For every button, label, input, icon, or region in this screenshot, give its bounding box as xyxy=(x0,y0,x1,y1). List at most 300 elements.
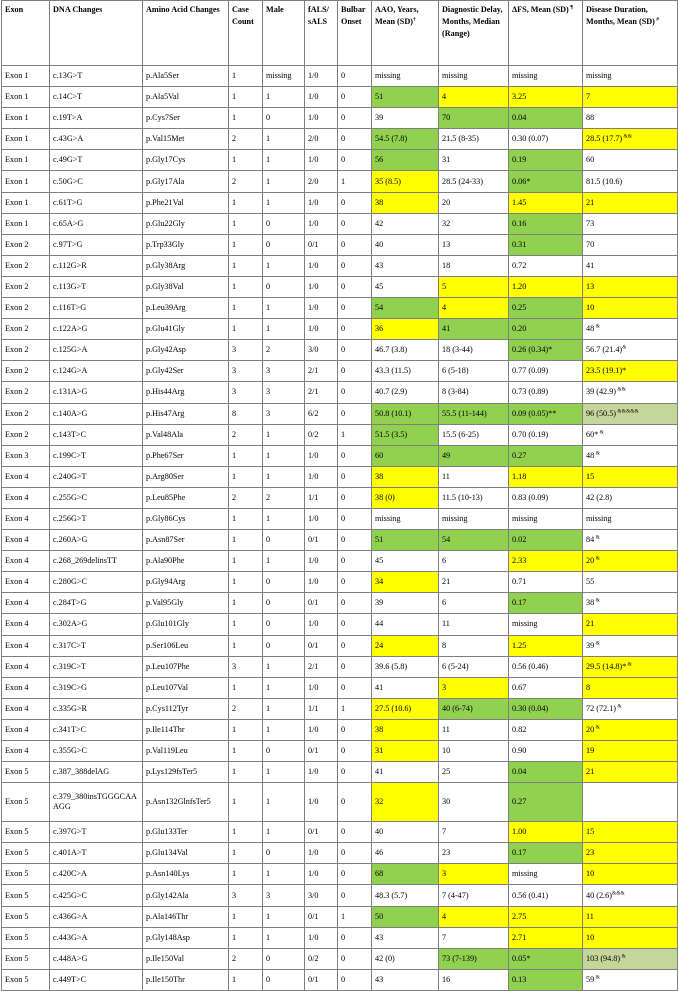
case-count-cell xyxy=(229,969,263,990)
case-count-cell-value: 1 xyxy=(232,598,237,608)
bulbar-onset-cell xyxy=(338,213,372,234)
table-row xyxy=(2,635,678,656)
table-row xyxy=(2,572,678,593)
male-cell xyxy=(263,864,305,885)
bulbar-onset-cell-value: 0 xyxy=(341,155,346,165)
dna-change-cell-value: c.14C>T xyxy=(53,92,82,102)
male-cell xyxy=(263,677,305,698)
bulbar-onset-cell-value: 0 xyxy=(341,577,346,587)
aao-cell xyxy=(372,66,439,87)
fals-sals-cell xyxy=(305,508,338,529)
amino-acid-cell-value: p.Val119Leu xyxy=(146,746,188,756)
amino-acid-cell xyxy=(143,969,229,990)
delta-fs-cell-value: missing xyxy=(512,71,538,81)
significance-mark: & xyxy=(598,428,604,435)
dna-change-cell xyxy=(50,843,143,864)
aao-cell xyxy=(372,969,439,990)
amino-acid-cell-value: p.Leu85Phe xyxy=(146,492,186,502)
dna-change-cell-value: c.131A>G xyxy=(53,387,88,397)
male-cell xyxy=(263,319,305,340)
diagnostic-delay-cell-value: 6 xyxy=(442,598,447,608)
case-count-cell xyxy=(229,677,263,698)
exon-cell xyxy=(2,614,50,635)
male-cell-value: 1 xyxy=(266,134,271,144)
dna-change-cell-value: c.379_380insTGGGCAAAGG xyxy=(53,792,137,812)
disease-duration-cell-value: 10 xyxy=(586,869,595,879)
aao-cell-value: 39 xyxy=(375,598,384,608)
aao-cell-value: 35 (8.5) xyxy=(375,176,401,186)
header-label: Amino Acid Changes xyxy=(146,5,220,14)
fals-sals-cell-value: 0/1 xyxy=(308,640,319,650)
bulbar-onset-cell xyxy=(338,424,372,445)
disease-duration-cell-value: 48 xyxy=(586,324,595,334)
delta-fs-cell xyxy=(509,698,583,719)
delta-fs-cell-value: 0.77 (0.09) xyxy=(512,366,549,376)
fals-sals-cell xyxy=(305,466,338,487)
delta-fs-cell-value: 0.04 xyxy=(512,767,527,777)
bulbar-onset-cell xyxy=(338,108,372,129)
disease-duration-cell xyxy=(583,719,678,740)
dna-change-cell xyxy=(50,656,143,677)
dna-change-cell xyxy=(50,298,143,319)
aao-cell xyxy=(372,361,439,382)
diagnostic-delay-cell-value: 11.5 (10-13) xyxy=(442,492,483,502)
diagnostic-delay-cell-value: 16 xyxy=(442,974,451,984)
delta-fs-cell-value: 0.73 (0.89) xyxy=(512,387,549,397)
diagnostic-delay-cell-value: 11 xyxy=(442,724,450,734)
aao-cell xyxy=(372,614,439,635)
header-dna-changes xyxy=(50,1,143,66)
aao-cell xyxy=(372,530,439,551)
case-count-cell xyxy=(229,298,263,319)
male-cell-value: 0 xyxy=(266,598,271,608)
delta-fs-cell-value: 0.71 xyxy=(512,577,527,587)
bulbar-onset-cell-value: 0 xyxy=(341,324,346,334)
fals-sals-cell xyxy=(305,762,338,783)
aao-cell xyxy=(372,108,439,129)
aao-cell-value: 43 xyxy=(375,932,384,942)
dna-change-cell-value: c.97T>G xyxy=(53,239,83,249)
exon-cell-value: Exon 4 xyxy=(5,640,29,650)
disease-duration-cell-value: 60* xyxy=(586,429,599,439)
dna-change-cell-value: c.425G>C xyxy=(53,890,87,900)
male-cell xyxy=(263,593,305,614)
male-cell xyxy=(263,719,305,740)
fals-sals-cell xyxy=(305,656,338,677)
disease-duration-cell-value: 11 xyxy=(586,911,594,921)
diagnostic-delay-cell xyxy=(439,906,509,927)
fals-sals-cell-value: 1/1 xyxy=(308,703,319,713)
disease-duration-cell xyxy=(583,885,678,906)
amino-acid-cell-value: p.Ala146Thr xyxy=(146,911,189,921)
amino-acid-cell xyxy=(143,572,229,593)
case-count-cell-value: 1 xyxy=(232,471,237,481)
significance-mark: && xyxy=(622,133,633,140)
case-count-cell-value: 2 xyxy=(232,429,237,439)
aao-cell xyxy=(372,466,439,487)
disease-duration-cell xyxy=(583,656,678,677)
disease-duration-cell-value: 8 xyxy=(586,682,591,692)
aao-cell-value: 34 xyxy=(375,577,384,587)
fals-sals-cell xyxy=(305,487,338,508)
diagnostic-delay-cell-value: 30 xyxy=(442,797,451,807)
header-label: Case Count xyxy=(232,5,254,26)
table-row xyxy=(2,171,678,192)
table-row xyxy=(2,530,678,551)
exon-cell xyxy=(2,864,50,885)
diagnostic-delay-cell xyxy=(439,635,509,656)
fals-sals-cell-value: 1/0 xyxy=(308,281,319,291)
diagnostic-delay-cell-value: 41 xyxy=(442,324,451,334)
fals-sals-cell xyxy=(305,129,338,150)
disease-duration-cell-value: 21 xyxy=(586,197,595,207)
diagnostic-delay-cell xyxy=(439,445,509,466)
exon-cell-value: Exon 5 xyxy=(5,953,29,963)
male-cell xyxy=(263,635,305,656)
case-count-cell xyxy=(229,635,263,656)
delta-fs-cell xyxy=(509,276,583,297)
disease-duration-cell-value: 20 xyxy=(586,556,595,566)
table-row xyxy=(2,466,678,487)
disease-duration-cell-value: 28.5 (17.7) xyxy=(586,134,623,144)
male-cell xyxy=(263,255,305,276)
dna-change-cell xyxy=(50,572,143,593)
male-cell xyxy=(263,927,305,948)
diagnostic-delay-cell-value: 20 xyxy=(442,197,451,207)
significance-mark: & xyxy=(594,323,600,330)
aao-cell-value: 54 xyxy=(375,303,384,313)
fals-sals-cell xyxy=(305,382,338,403)
exon-cell-value: Exon 4 xyxy=(5,703,29,713)
delta-fs-cell xyxy=(509,783,583,822)
delta-fs-cell-value: 0.13 xyxy=(512,974,527,984)
aao-cell-value: 40 xyxy=(375,239,384,249)
diagnostic-delay-cell-value: missing xyxy=(442,71,468,81)
diagnostic-delay-cell-value: 31 xyxy=(442,155,451,165)
disease-duration-cell xyxy=(583,129,678,150)
amino-acid-cell xyxy=(143,822,229,843)
male-cell xyxy=(263,234,305,255)
bulbar-onset-cell xyxy=(338,635,372,656)
delta-fs-cell-value: 0.72 xyxy=(512,260,527,270)
case-count-cell-value: 1 xyxy=(232,746,237,756)
male-cell-value: 1 xyxy=(266,92,271,102)
exon-cell xyxy=(2,927,50,948)
header-fals-sals xyxy=(305,1,338,66)
bulbar-onset-cell-value: 0 xyxy=(341,281,346,291)
fals-sals-cell-value: 1/0 xyxy=(308,92,319,102)
diagnostic-delay-cell-value: 15.5 (6-25) xyxy=(442,429,479,439)
disease-duration-cell xyxy=(583,319,678,340)
aao-cell xyxy=(372,864,439,885)
diagnostic-delay-cell-value: 32 xyxy=(442,218,451,228)
fals-sals-cell xyxy=(305,698,338,719)
exon-cell-value: Exon 5 xyxy=(5,911,29,921)
aao-cell-value: missing xyxy=(375,514,401,524)
exon-cell xyxy=(2,487,50,508)
table-row xyxy=(2,864,678,885)
case-count-cell-value: 1 xyxy=(232,556,237,566)
diagnostic-delay-cell xyxy=(439,466,509,487)
bulbar-onset-cell-value: 0 xyxy=(341,974,346,984)
fals-sals-cell xyxy=(305,741,338,762)
fals-sals-cell-value: 1/0 xyxy=(308,724,319,734)
disease-duration-cell-value: 84 xyxy=(586,535,595,545)
bulbar-onset-cell-value: 0 xyxy=(341,303,346,313)
bulbar-onset-cell xyxy=(338,822,372,843)
aao-cell xyxy=(372,593,439,614)
disease-duration-cell xyxy=(583,864,678,885)
disease-duration-cell-value: 42 (2.8) xyxy=(586,492,612,502)
dna-change-cell xyxy=(50,906,143,927)
male-cell-value: 0 xyxy=(266,535,271,545)
bulbar-onset-cell xyxy=(338,150,372,171)
exon-cell-value: Exon 4 xyxy=(5,535,29,545)
table-row xyxy=(2,340,678,361)
bulbar-onset-cell xyxy=(338,593,372,614)
aao-cell xyxy=(372,319,439,340)
case-count-cell xyxy=(229,762,263,783)
exon-cell xyxy=(2,382,50,403)
case-count-cell-value: 1 xyxy=(232,113,237,123)
diagnostic-delay-cell xyxy=(439,614,509,635)
fals-sals-cell xyxy=(305,593,338,614)
diagnostic-delay-cell-value: 21.5 (8-35) xyxy=(442,134,479,144)
exon-cell xyxy=(2,445,50,466)
male-cell-value: 1 xyxy=(266,724,271,734)
exon-cell-value: Exon 4 xyxy=(5,577,29,587)
case-count-cell-value: 1 xyxy=(232,71,237,81)
amino-acid-cell xyxy=(143,762,229,783)
bulbar-onset-cell-value: 0 xyxy=(341,890,346,900)
significance-mark: &&& xyxy=(611,889,625,896)
male-cell-value: 3 xyxy=(266,890,271,900)
amino-acid-cell xyxy=(143,508,229,529)
dna-change-cell xyxy=(50,340,143,361)
diagnostic-delay-cell xyxy=(439,87,509,108)
amino-acid-cell xyxy=(143,927,229,948)
amino-acid-cell-value: p.Cys112Tyr xyxy=(146,703,189,713)
dna-change-cell-value: c.143T>C xyxy=(53,429,87,439)
delta-fs-cell xyxy=(509,530,583,551)
bulbar-onset-cell-value: 0 xyxy=(341,366,346,376)
aao-cell xyxy=(372,234,439,255)
diagnostic-delay-cell xyxy=(439,969,509,990)
dna-change-cell-value: c.335G>R xyxy=(53,703,87,713)
diagnostic-delay-cell-value: 3 xyxy=(442,682,447,692)
delta-fs-cell xyxy=(509,234,583,255)
diagnostic-delay-cell xyxy=(439,864,509,885)
disease-duration-cell-value: 88 xyxy=(586,113,595,123)
diagnostic-delay-cell xyxy=(439,171,509,192)
delta-fs-cell xyxy=(509,445,583,466)
disease-duration-cell-value: 21 xyxy=(586,619,595,629)
case-count-cell xyxy=(229,424,263,445)
aao-cell xyxy=(372,129,439,150)
bulbar-onset-cell xyxy=(338,698,372,719)
male-cell-value: 1 xyxy=(266,911,271,921)
fals-sals-cell xyxy=(305,150,338,171)
aao-cell-value: 60 xyxy=(375,450,384,460)
disease-duration-cell xyxy=(583,192,678,213)
aao-cell xyxy=(372,150,439,171)
fals-sals-cell xyxy=(305,614,338,635)
header-label: ΔFS, Mean (SD) xyxy=(512,5,569,14)
exon-cell-value: Exon 1 xyxy=(5,92,29,102)
bulbar-onset-cell-value: 0 xyxy=(341,953,346,963)
disease-duration-cell-value: 103 (94.8) xyxy=(586,953,621,963)
male-cell-value: 1 xyxy=(266,767,271,777)
exon-cell-value: Exon 4 xyxy=(5,598,29,608)
diagnostic-delay-cell xyxy=(439,213,509,234)
delta-fs-cell xyxy=(509,614,583,635)
diagnostic-delay-cell-value: 4 xyxy=(442,911,447,921)
male-cell xyxy=(263,129,305,150)
case-count-cell-value: 1 xyxy=(232,260,237,270)
aao-cell-value: 42 xyxy=(375,218,384,228)
case-count-cell-value: 3 xyxy=(232,366,237,376)
delta-fs-cell xyxy=(509,403,583,424)
male-cell xyxy=(263,382,305,403)
significance-mark: & xyxy=(620,953,626,960)
dna-change-cell-value: c.140A>G xyxy=(53,408,88,418)
header-footnote-mark: # xyxy=(654,16,660,23)
amino-acid-cell xyxy=(143,530,229,551)
aao-cell-value: 36 xyxy=(375,324,384,334)
dna-change-cell xyxy=(50,885,143,906)
header-label: fALS/ sALS xyxy=(308,5,329,26)
amino-acid-cell xyxy=(143,319,229,340)
dna-change-cell-value: c.124G>A xyxy=(53,366,88,376)
diagnostic-delay-cell xyxy=(439,340,509,361)
diagnostic-delay-cell xyxy=(439,822,509,843)
diagnostic-delay-cell-value: 5 xyxy=(442,281,447,291)
significance-mark: & xyxy=(594,450,600,456)
male-cell xyxy=(263,340,305,361)
header-label: Male xyxy=(266,5,284,14)
disease-duration-cell xyxy=(583,66,678,87)
dna-change-cell-value: c.122A>G xyxy=(53,324,88,334)
male-cell xyxy=(263,87,305,108)
amino-acid-cell-value: p.Phe67Ser xyxy=(146,450,184,460)
male-cell xyxy=(263,906,305,927)
aao-cell-value: 56 xyxy=(375,155,384,165)
amino-acid-cell-value: p.Gly86Cys xyxy=(146,514,186,524)
fals-sals-cell-value: 2/1 xyxy=(308,387,319,397)
bulbar-onset-cell xyxy=(338,340,372,361)
exon-cell xyxy=(2,656,50,677)
disease-duration-cell-value: 39 (42.9) xyxy=(586,387,617,397)
male-cell-value: 1 xyxy=(266,932,271,942)
aao-cell xyxy=(372,213,439,234)
fals-sals-cell xyxy=(305,783,338,822)
dna-change-cell xyxy=(50,698,143,719)
case-count-cell xyxy=(229,445,263,466)
significance-mark: && xyxy=(616,386,626,393)
table-row xyxy=(2,129,678,150)
table-row xyxy=(2,87,678,108)
delta-fs-cell-value: 1.18 xyxy=(512,471,527,481)
delta-fs-cell xyxy=(509,213,583,234)
dna-change-cell-value: c.302A>G xyxy=(53,619,88,629)
dna-change-cell-value: c.387_388delAG xyxy=(53,767,110,777)
fals-sals-cell-value: 2/0 xyxy=(308,134,319,144)
delta-fs-cell xyxy=(509,108,583,129)
amino-acid-cell xyxy=(143,108,229,129)
disease-duration-cell xyxy=(583,508,678,529)
fals-sals-cell xyxy=(305,213,338,234)
disease-duration-cell-value: 23.5 (19.1)* xyxy=(586,366,627,376)
male-cell xyxy=(263,741,305,762)
diagnostic-delay-cell xyxy=(439,656,509,677)
dna-change-cell-value: c.19T>A xyxy=(53,113,83,123)
case-count-cell-value: 1 xyxy=(232,514,237,524)
significance-mark: & xyxy=(594,639,600,646)
male-cell-value: 1 xyxy=(266,869,271,879)
header-label: Diagnostic Delay, Months, Median (Range) xyxy=(442,5,503,38)
exon-cell-value: Exon 4 xyxy=(5,514,29,524)
diagnostic-delay-cell-value: missing xyxy=(442,514,468,524)
delta-fs-cell-value: 0.06* xyxy=(512,176,531,186)
diagnostic-delay-cell xyxy=(439,361,509,382)
bulbar-onset-cell xyxy=(338,843,372,864)
exon-cell-value: Exon 4 xyxy=(5,471,29,481)
amino-acid-cell xyxy=(143,66,229,87)
dna-change-cell-value: c.113G>T xyxy=(53,281,87,291)
case-count-cell-value: 1 xyxy=(232,869,237,879)
header-disease-duration xyxy=(583,1,678,66)
fals-sals-cell xyxy=(305,108,338,129)
fals-sals-cell xyxy=(305,361,338,382)
diagnostic-delay-cell xyxy=(439,508,509,529)
diagnostic-delay-cell-value: 18 xyxy=(442,260,451,270)
aao-cell-value: 50.8 (10.1) xyxy=(375,408,412,418)
delta-fs-cell xyxy=(509,255,583,276)
bulbar-onset-cell xyxy=(338,783,372,822)
fals-sals-cell xyxy=(305,319,338,340)
bulbar-onset-cell-value: 0 xyxy=(341,682,346,692)
dna-change-cell xyxy=(50,255,143,276)
disease-duration-cell-value: 20 xyxy=(586,724,595,734)
disease-duration-cell xyxy=(583,466,678,487)
dna-change-cell xyxy=(50,445,143,466)
disease-duration-cell-value: 72 (72.1) xyxy=(586,703,617,713)
diagnostic-delay-cell xyxy=(439,129,509,150)
male-cell xyxy=(263,487,305,508)
amino-acid-cell xyxy=(143,593,229,614)
exon-cell-value: Exon 4 xyxy=(5,661,29,671)
case-count-cell-value: 1 xyxy=(232,450,237,460)
table-row xyxy=(2,487,678,508)
case-count-cell-value: 1 xyxy=(232,619,237,629)
exon-cell-value: Exon 5 xyxy=(5,869,29,879)
mutation-table xyxy=(1,0,678,991)
dna-change-cell-value: c.256G>T xyxy=(53,514,87,524)
fals-sals-cell xyxy=(305,192,338,213)
aao-cell xyxy=(372,698,439,719)
delta-fs-cell xyxy=(509,150,583,171)
case-count-cell-value: 2 xyxy=(232,953,237,963)
fals-sals-cell-value: 1/0 xyxy=(308,848,319,858)
aao-cell-value: 38 xyxy=(375,471,384,481)
disease-duration-cell xyxy=(583,424,678,445)
exon-cell xyxy=(2,948,50,969)
amino-acid-cell-value: p.Leu107Val xyxy=(146,682,189,692)
amino-acid-cell-value: p.Gly142Ala xyxy=(146,890,189,900)
disease-duration-cell-value: 15 xyxy=(586,827,595,837)
male-cell-value: 2 xyxy=(266,492,271,502)
fals-sals-cell-value: 1/0 xyxy=(308,556,319,566)
